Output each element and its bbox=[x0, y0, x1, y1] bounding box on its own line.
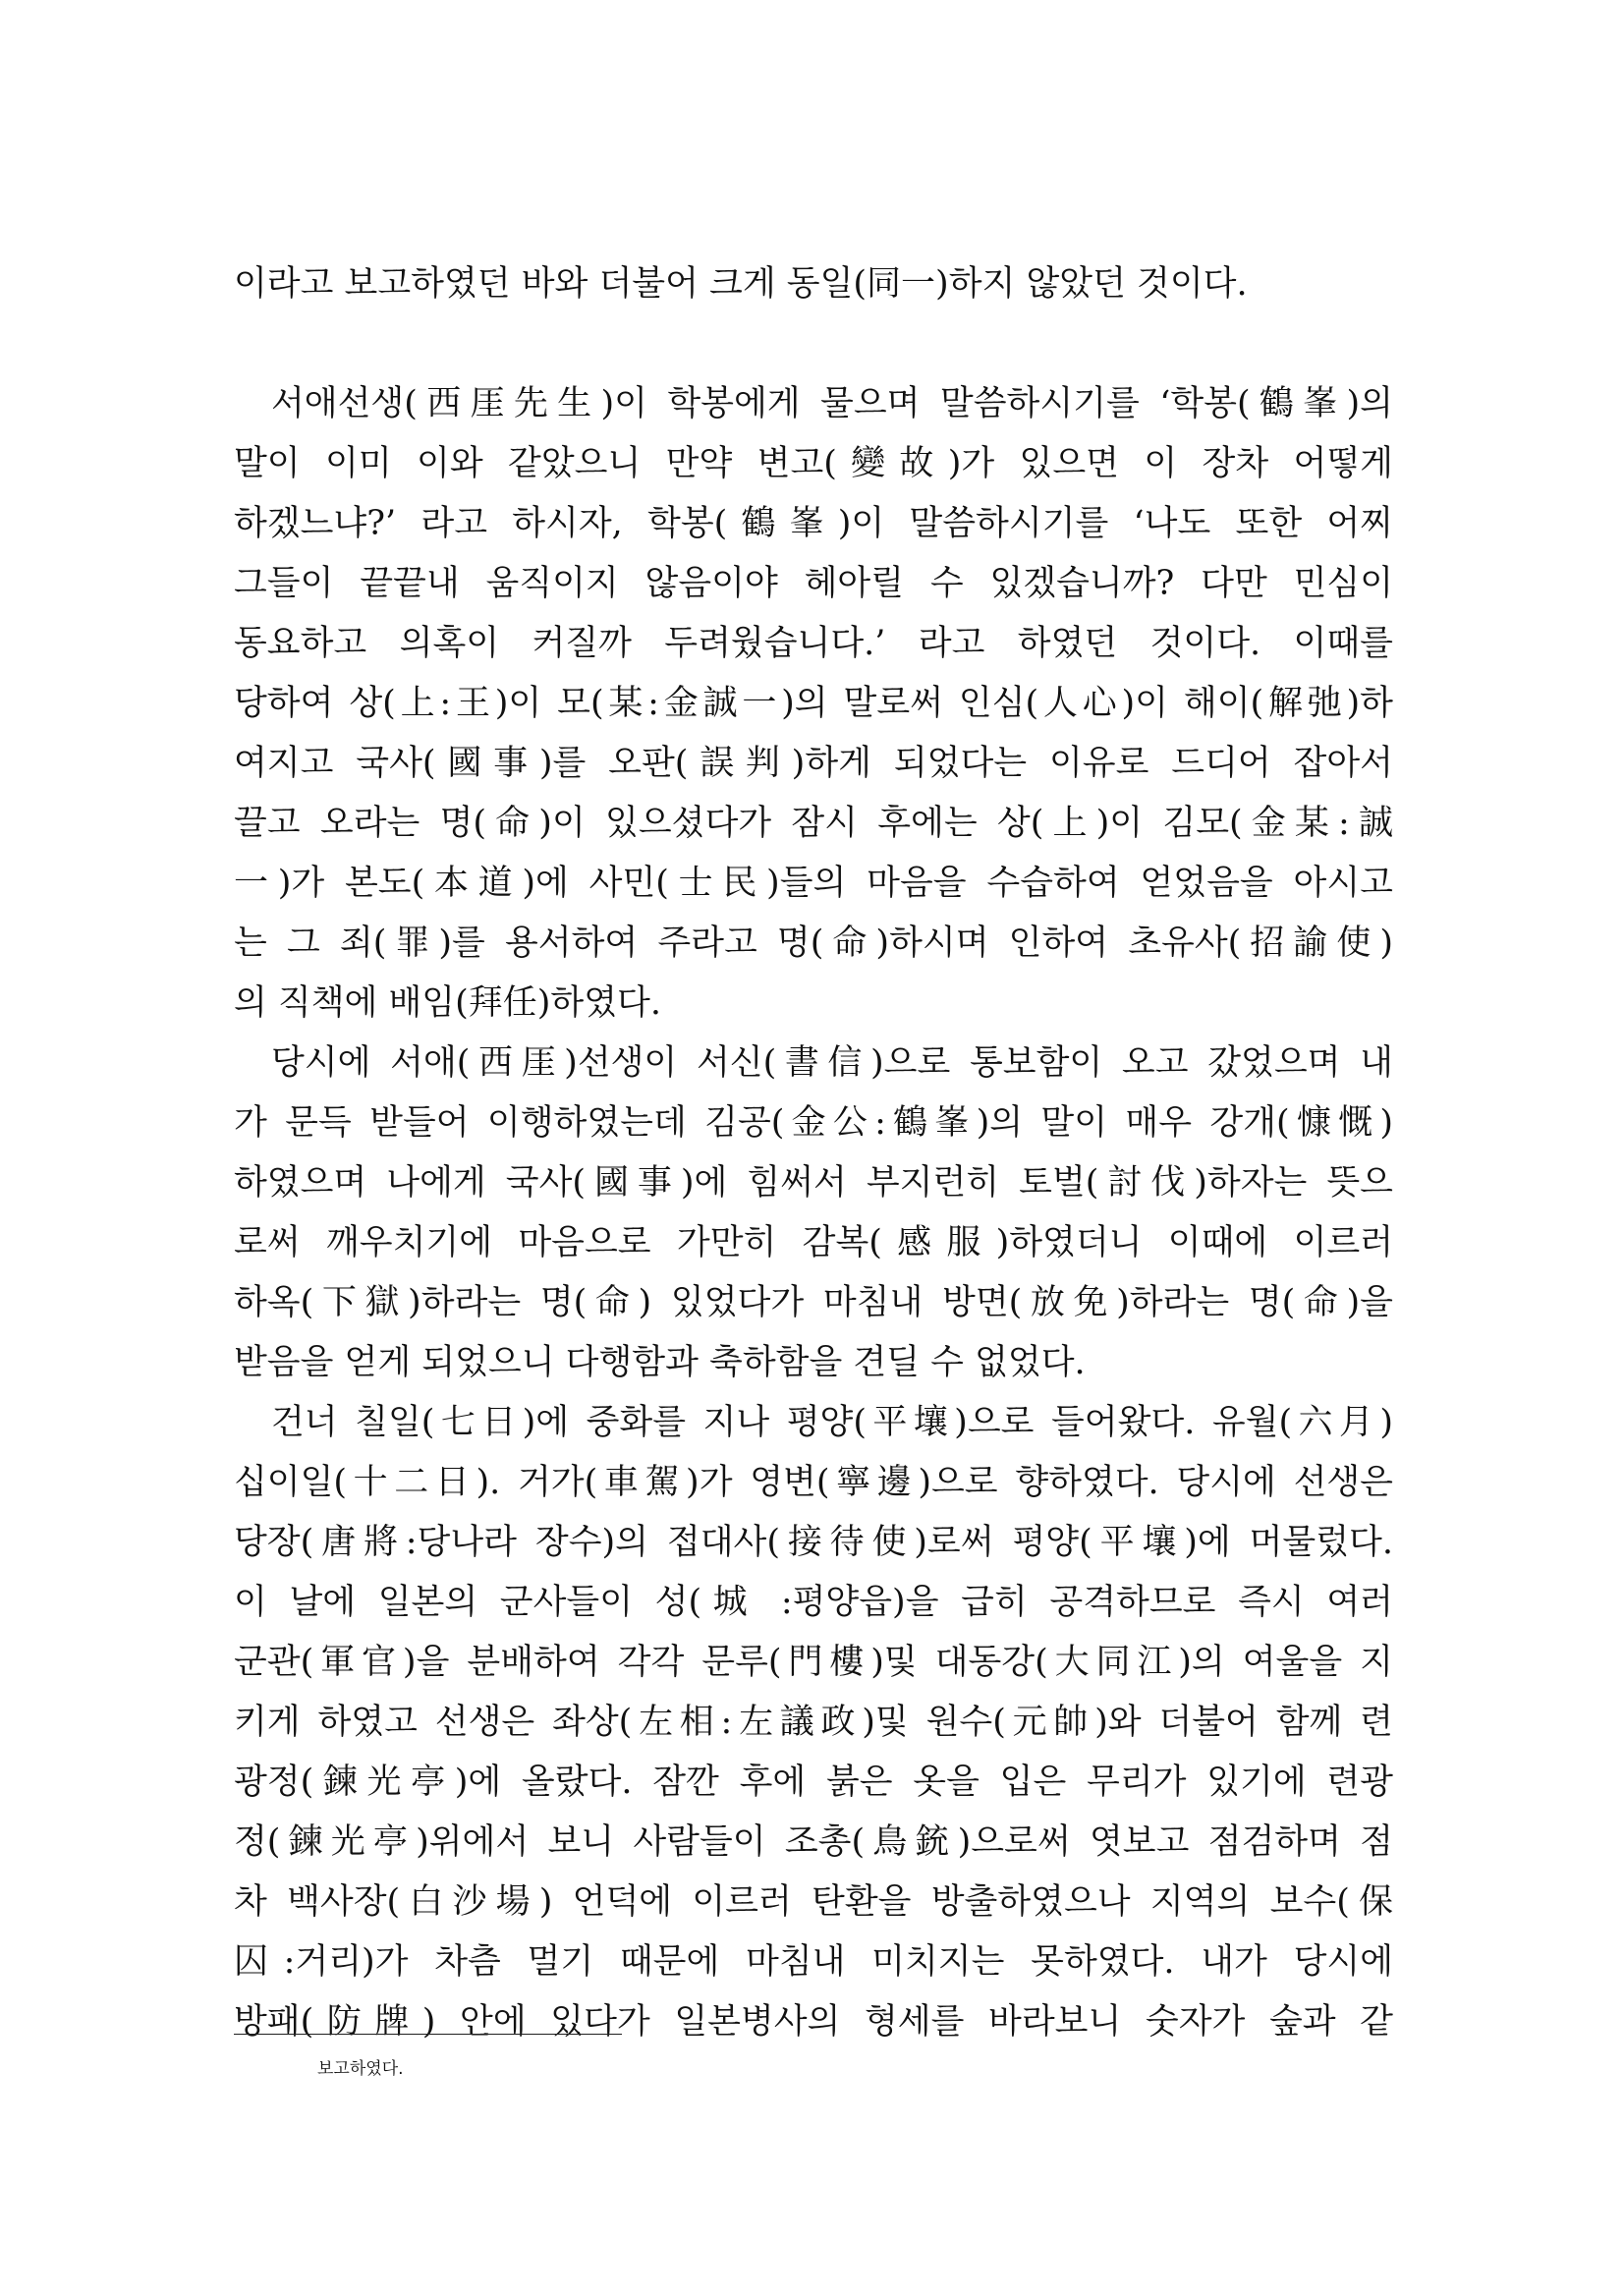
text-line: 당장(唐將:당나라 장수)의 접대사(接待使)로써 평양(平壤)에 머물렀다. bbox=[234, 1523, 1393, 1562]
footnote-divider bbox=[234, 2034, 622, 2035]
footnote-text: 보고하였다. bbox=[317, 2059, 404, 2079]
text-line: 가 문득 받들어 이행하였는데 김공(金公:鶴峯)의 말이 매우 강개(慷慨) bbox=[234, 1103, 1393, 1143]
text-line: 의 직책에 배임(拜任)하였다. bbox=[234, 983, 661, 1023]
text-line: 말이 이미 이와 같았으니 만약 변고(變故)가 있으면 이 장차 어떻게 bbox=[234, 444, 1393, 483]
paragraph-1 bbox=[234, 254, 1393, 314]
text-line: 건너 칠일(七日)에 중화를 지나 평양(平壤)으로 들어왔다. 유월(六月) bbox=[271, 1403, 1393, 1442]
text-line: 는 그 죄(罪)를 용서하여 주라고 명(命)하시며 인하여 초유사(招諭使) bbox=[234, 924, 1393, 963]
text-line: 一)가 본도(本道)에 사민(士民)들의 마음을 수습하여 얻었음을 아시고 bbox=[234, 864, 1393, 903]
text-line: 하였으며 나에게 국사(國事)에 힘써서 부지런히 토벌(討伐)하자는 뜻으 bbox=[234, 1163, 1393, 1203]
text-line: 십이일(十二日). 거가(車駕)가 영변(寧邊)으로 향하였다. 당시에 선생은 bbox=[234, 1463, 1393, 1502]
text-line: 정(鍊光亭)위에서 보니 사람들이 조총(鳥銃)으로써 엿보고 점검하며 점 bbox=[234, 1822, 1393, 1862]
text-line: 하겠느냐?’ 라고 하시자, 학봉(鶴峯)이 말씀하시기를 ‘나도 또한 어찌 bbox=[234, 504, 1393, 543]
paragraph-4 bbox=[234, 1393, 1393, 2052]
text-line: 차 백사장(白沙場) 언덕에 이르러 탄환을 방출하였으나 지역의 보수(保 bbox=[234, 1882, 1393, 1922]
paragraph-3 bbox=[234, 1034, 1393, 1393]
text-line: 이 날에 일본의 군사들이 성(城 :평양읍)을 급히 공격하므로 즉시 여러 bbox=[234, 1583, 1393, 1622]
text-line: 여지고 국사(國事)를 오판(誤判)하게 되었다는 이유로 드디어 잡아서 bbox=[234, 744, 1393, 783]
text-line: 이라고 보고하였던 바와 더불어 크게 동일(同一)하지 않았던 것이다. bbox=[234, 264, 1248, 304]
text-line: 로써 깨우치기에 마음으로 가만히 감복(感服)하였더니 이때에 이르러 bbox=[234, 1223, 1393, 1262]
text-line: 받음을 얻게 되었으니 다행함과 축하함을 견딜 수 없었다. bbox=[234, 1343, 1086, 1382]
text-line: 당하여 상(上:王)이 모(某:金誠一)의 말로써 인심(人心)이 해이(解弛)하 bbox=[234, 684, 1393, 723]
text-line: 광정(鍊光亭)에 올랐다. 잠깐 후에 붉은 옷을 입은 무리가 있기에 련광 bbox=[234, 1763, 1393, 1802]
text-line: 끌고 오라는 명(命)이 있으셨다가 잠시 후에는 상(上)이 김모(金某:誠 bbox=[234, 804, 1393, 843]
text-line: 키게 하였고 선생은 좌상(左相:左議政)및 원수(元帥)와 더불어 함께 련 bbox=[234, 1703, 1393, 1742]
text-line: 하옥(下獄)하라는 명(命) 있었다가 마침내 방면(放免)하라는 명(命)을 bbox=[234, 1283, 1393, 1322]
text-line: 그들이 끝끝내 움직이지 않음이야 헤아릴 수 있겠습니까? 다만 민심이 bbox=[234, 564, 1393, 603]
paragraph-2 bbox=[234, 374, 1393, 1034]
text-line: 당시에 서애(西厓)선생이 서신(書信)으로 통보함이 오고 갔었으며 내 bbox=[271, 1043, 1393, 1083]
text-line: 방패(防牌) 안에 있다가 일본병사의 형세를 바라보니 숫자가 숲과 같 bbox=[234, 2002, 1393, 2042]
text-line: 囚:거리)가 차츰 멀기 때문에 마침내 미치지는 못하였다. 내가 당시에 bbox=[234, 1942, 1393, 1982]
text-line: 동요하고 의혹이 커질까 두려웠습니다.’ 라고 하였던 것이다. 이때를 bbox=[234, 624, 1393, 663]
text-line: 군관(軍官)을 분배하여 각각 문루(門樓)및 대동강(大同江)의 여울을 지 bbox=[234, 1643, 1393, 1682]
text-line: 서애선생(西厓先生)이 학봉에게 물으며 말씀하시기를 ‘학봉(鶴峯)의 bbox=[271, 384, 1393, 423]
